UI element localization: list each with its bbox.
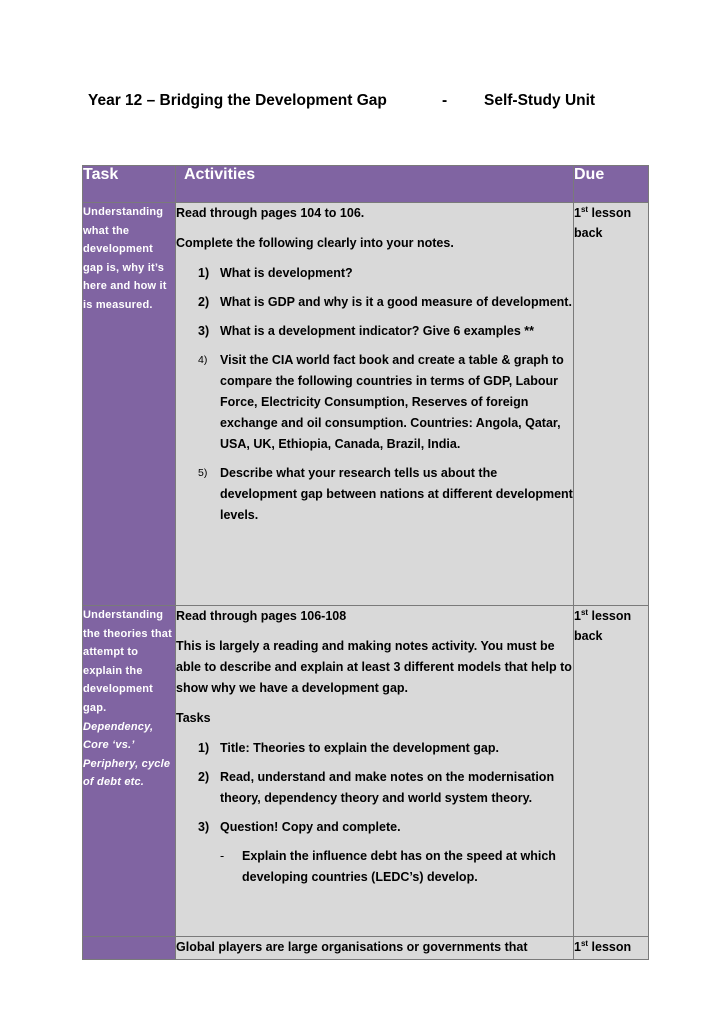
activity-paragraph: Global players are large organisations or governments that [176,940,528,954]
list-text: Question! Copy and complete. [220,820,401,834]
due-number: 1 [574,940,581,954]
task-topics: Dependency, Core ‘vs.’ Periphery, cycle of debt etc. [83,720,171,789]
task-cell [83,203,176,606]
due-cell [574,937,649,960]
activity-paragraph: Read through pages 106-108 [176,609,347,623]
sub-text: Explain the influence debt has on the speed at which developing countries (LEDC’s) develop. [242,849,556,884]
list-number: 2) [198,295,210,309]
activities-cell [176,937,574,960]
list-text: What is a development indicator? Give 6 examples ** [220,324,534,338]
list-number: 4) [198,354,208,366]
due-text: lesson [588,940,632,954]
activity-list [176,738,573,888]
list-number: 2) [198,770,210,784]
list-item [176,263,573,284]
header-row [83,166,649,203]
list-text: Visit the CIA world fact book and create a table & graph to compare the following countries in terms of GDP, Labour Force, Electricity Consumption, Reserves of foreign exchange and oil consumption. Countries: Angola, Qatar, USA, UK, Ethiopia, Canada, Brazil, India. [220,353,564,451]
list-number: 1) [198,266,210,280]
due-number: 1 [574,206,581,220]
due-text: lesson back [574,206,632,240]
activity-paragraph: This is largely a reading and making notes activity. You must be able to describe and explain at least 3 different models that help to show why we have a development gap. [176,639,572,695]
header-due: Due [574,166,649,203]
header-task: Task [83,166,176,203]
task-cell [83,606,176,937]
due-cell [574,606,649,937]
task-text: Understanding the theories that attempt to explain the development gap. [83,609,172,714]
list-text: What is GDP and why is it a good measure of development. [220,295,572,309]
due-cell [574,203,649,606]
list-number: 1) [198,741,210,755]
study-table [82,165,649,960]
list-text: Read, understand and make notes on the modernisation theory, dependency theory and world system theory. [220,770,555,805]
header-activities: Activities [176,166,574,203]
list-number: 3) [198,324,210,338]
task-text: Understanding what the development gap is, why it’s here and how it is measured. [83,206,167,311]
activities-cell [176,606,574,937]
activities-cell [176,203,574,606]
table-row [83,606,649,937]
due-suffix: st [580,204,589,214]
list-item [176,292,573,313]
activity-paragraph: Complete the following clearly into your notes. [176,236,454,250]
document-title [88,92,596,110]
due-suffix: st [580,938,589,948]
list-text: Describe what your research tells us about the development gap between nations at different development levels. [220,466,573,522]
list-item [176,817,573,838]
sub-list-item [176,846,573,888]
list-number: 3) [198,820,210,834]
list-item [176,350,573,455]
list-item [176,321,573,342]
due-number: 1 [574,609,581,623]
list-text: Title: Theories to explain the development gap. [220,741,499,755]
list-text: What is development? [220,266,353,280]
due-suffix: st [580,607,589,617]
title-dash: - [442,92,448,109]
task-cell [83,937,176,960]
due-text: lesson back [574,609,632,643]
list-item [176,767,573,809]
list-item [176,738,573,759]
table-row [83,203,649,606]
title-main: Year 12 – Bridging the Development Gap [88,92,387,109]
activity-paragraph: Tasks [176,711,211,725]
table-row [83,937,649,960]
list-item [176,463,573,526]
activity-list [176,263,573,526]
activity-paragraph: Read through pages 104 to 106. [176,206,365,220]
sub-bullet: - [220,849,225,863]
list-number: 5) [198,467,208,479]
title-unit: Self-Study Unit [484,92,596,109]
